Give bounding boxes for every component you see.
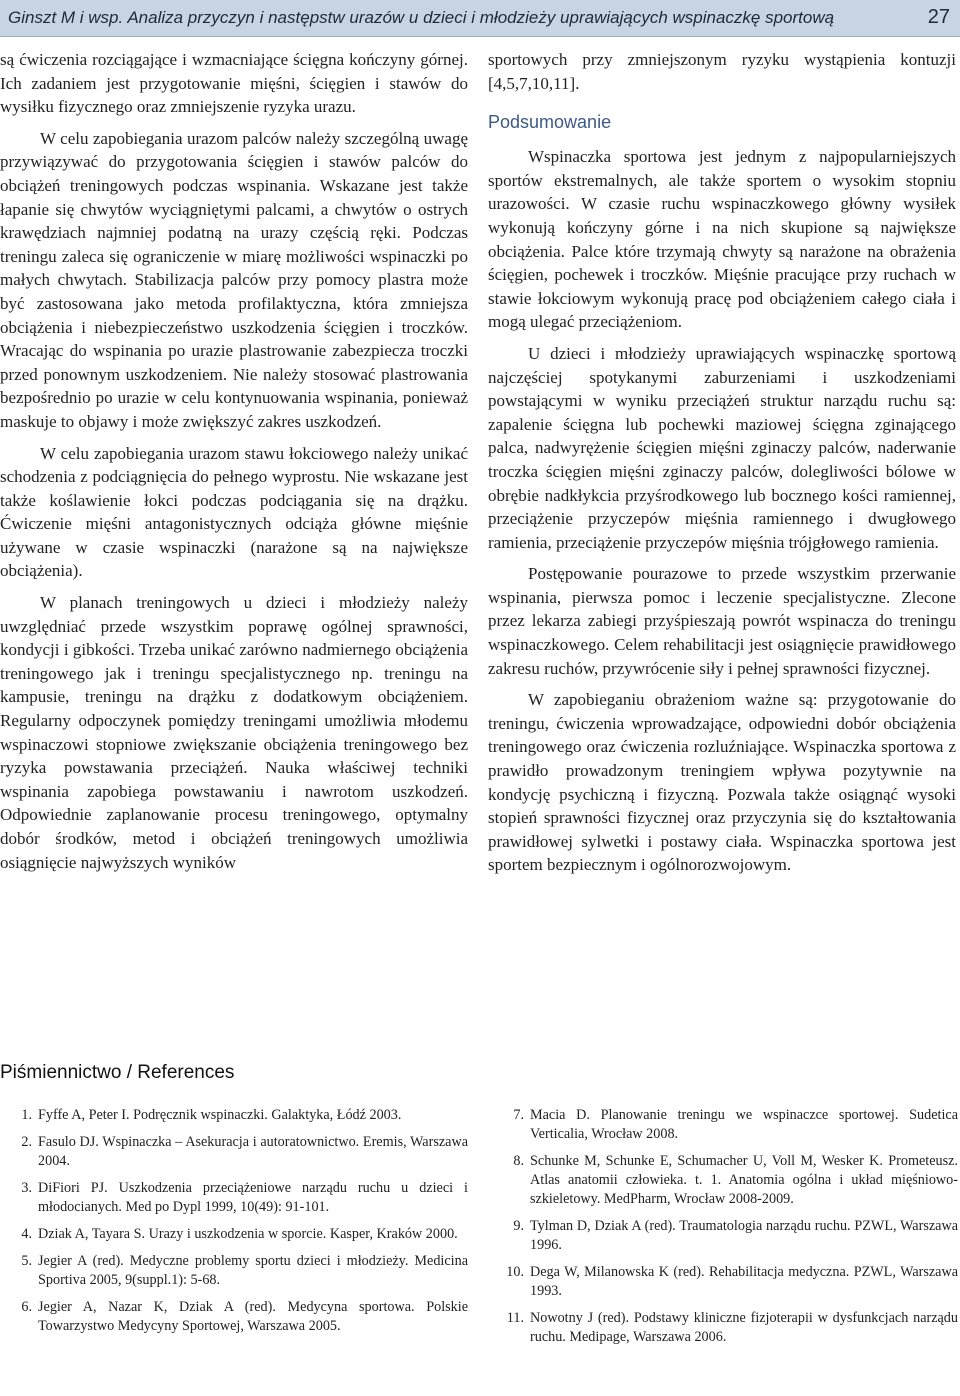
reference-text: Tylman D, Dziak A (red). Traumatologia narządu ruchu. PZWL, Warszawa 1996.	[530, 1218, 958, 1253]
reference-number: 1.	[21, 1107, 32, 1123]
page-number: 27	[927, 6, 950, 28]
reference-text: Nowotny J (red). Podstawy kliniczne fizjoterapii w dysfunkcjach narządu ruchu. Medipage, Warszawa 2006.	[530, 1310, 958, 1345]
reference-text: DiFiori PJ. Uszkodzenia przeciążeniowe narządu ruchu u dzieci i młodocianych. Med po Dypl 1999, 10(49): 91-101.	[38, 1180, 468, 1215]
reference-item	[492, 1263, 958, 1301]
paragraph: Wspinaczka sportowa jest jednym z najpopularniejszych sportów ekstremalnych, ale także sportem o wysokim stopniu urazowości. W czasie ruchu wspinaczkowego główny wysiłek wykonują kończyny górne i na nich skupione są największe obciążenia. Palce które trzymają chwyty są narażone na obrażenia ścięgien, pochewek i troczków. Mięśnie pracujące przy ruchach w stawie łokciowym wykonują pracę pod obciążeniem całego ciała i mogą ulegać przeciążeniom.	[488, 147, 956, 332]
reference-text: Macia D. Planowanie treningu we wspinaczce sportowej. Sudetica Verticalia, Wrocław 2008.	[530, 1107, 958, 1142]
reference-number: 8.	[513, 1153, 524, 1169]
reference-text: Jegier A, Nazar K, Dziak A (red). Medycyna sportowa. Polskie Towarzystwo Medycyny Sportowej, Warszawa 2005.	[38, 1299, 468, 1334]
paragraph: Postępowanie pourazowe to przede wszystkim przerwanie wspinania, pierwsza pomoc i leczenie specjalistyczne. Zlecone przez lekarza zabiegi przyśpieszają powrót wspinacza do treningu wspinaczkowego. Celem rehabilitacji jest osiągnięcie prawidłowego zakresu ruchów, przywrócenie siły i pełnej sprawności fizycznej.	[488, 564, 956, 678]
reference-number: 5.	[21, 1253, 32, 1269]
paragraph: U dzieci i młodzieży uprawiających wspinaczkę sportową najczęściej spotykanymi zaburzeniami i uszkodzeniami powstającymi w wyniku przeciążeń struktur narządu ruchu są: zapalenie ścięgna lub pochewki maziowej ścięgna zginającego palca, nadwyrężenie ścięgien mięśni zginaczy palców, naderwanie troczka ścięgien mięśni zginaczy palców, dolegliwości bólowe w obrębie nadkłykcia przyśrodkowego lub bocznego kości ramiennej, przeciążenie przyczepów mięśnia ramiennego i dwugłowego ramienia, przeciążenie przyczepów mięśnia trójgłowego ramienia.	[488, 343, 956, 552]
references-list-right	[492, 1106, 958, 1355]
right-column	[488, 48, 956, 885]
left-column	[0, 48, 468, 882]
paragraph: W celu zapobiegania urazom palców należy szczególną uwagę przywiązywać do przygotowania ścięgien i stawów palców do obciążeń treningowych podczas wspinania. Wskazane jest także łapanie się chwytów wyciągniętymi palcami, a chwytów o ostrych krawędziach najmniej podatną na urazy częścią ręki. Podczas treningu zaleca się ograniczenie w miarę możliwości wspinaczki po małych chwytach. Stabilizacja palców przy pomocy plastra może być zastosowana jako metoda profilaktyczna, która zmniejsza obciążenia i niebezpieczeństwo uszkodzenia ścięgien i troczków. Wracając do wspinania po urazie plastrowanie zabezpiecza troczki przed ponownym uszkodzeniem. Nie należy stosować plastrowania bezpośrednio po urazie w celu kontynuowania wspinania, ponieważ maskuje to objawy i może zwiększyć zakres uszkodzeń.	[0, 128, 468, 431]
reference-item	[492, 1309, 958, 1347]
reference-text: Fasulo DJ. Wspinaczka – Asekuracja i autoratownictwo. Eremis, Warszawa 2004.	[38, 1134, 468, 1169]
running-header	[0, 0, 960, 37]
reference-number: 3.	[21, 1180, 32, 1196]
reference-number: 6.	[21, 1299, 32, 1315]
paragraph-continuation: sportowych przy zmniejszonym ryzyku wystąpienia kontuzji [4,5,7,10,11].	[488, 50, 956, 93]
reference-item	[492, 1152, 958, 1209]
reference-number: 10.	[506, 1264, 524, 1280]
reference-text: Jegier A (red). Medyczne problemy sportu dzieci i młodzieży. Medicina Sportiva 2005, 9(suppl.1): 5-68.	[38, 1253, 468, 1288]
reference-text: Dega W, Milanowska K (red). Rehabilitacja medyczna. PZWL, Warszawa 1993.	[530, 1264, 958, 1299]
reference-number: 11.	[506, 1310, 524, 1326]
paragraph: W planach treningowych u dzieci i młodzieży należy uwzględniać przede wszystkim poprawę ogólnej sprawności, kondycji i gibkości. Trzeba unikać zarówno nadmiernego obciążenia treningowego jak i treningu specjalistycznego np. treningu na kampusie, treningu na drążku z dodatkowym obciążeniem. Regularny odpoczynek pomiędzy treningami umożliwia młodemu wspinaczowi stopniowe zwiększanie obciążenia treningowego bez ryzyka powstawania przeciążeń. Nauka właściwej techniki wspinania zapobiega powstawaniu i nawrotom uszkodzeń. Odpowiednie zaplanowanie procesu treningowego, optymalny dobór środków, metod i obciążeń treningowych umożliwia osiągnięcie najwyższych wyników	[0, 593, 468, 872]
references-list-left	[0, 1106, 468, 1344]
reference-item	[0, 1106, 468, 1125]
reference-item	[492, 1217, 958, 1255]
reference-text: Fyffe A, Peter I. Podręcznik wspinaczki. Galaktyka, Łódź 2003.	[38, 1107, 402, 1123]
reference-number: 2.	[21, 1134, 32, 1150]
reference-item	[0, 1179, 468, 1217]
reference-item	[0, 1225, 468, 1244]
reference-item	[0, 1298, 468, 1336]
paragraph: są ćwiczenia rozciągające i wzmacniające ścięgna kończyny górnej. Ich zadaniem jest przygotowanie mięśni, ścięgien i stawów do wysiłku fizycznego oraz zmniejszenie ryzyka urazu.	[0, 50, 468, 117]
reference-number: 7.	[513, 1107, 524, 1123]
paragraph: W zapobieganiu obrażeniom ważne są: przygotowanie do treningu, ćwiczenia wprowadzające, odpowiedni dobór obciążenia treningowego oraz ćwiczenia rozluźniające. Wspinaczka sportowa z prawidło prowadzonym treningiem wpływa pozytywnie na kondycję psychiczną i fizyczną. Pozwala także osiągnąć wysoki stopień sprawności fizycznej oraz przyczynia się do kształtowania prawidłowej sylwetki i postawy ciała. Wspinaczka sportowa jest sportem bezpiecznym i ogólnorozwojowym.	[488, 690, 956, 875]
reference-number: 4.	[21, 1226, 32, 1242]
references-heading: Piśmiennictwo / References	[0, 1062, 235, 1083]
reference-text: Dziak A, Tayara S. Urazy i uszkodzenia w sporcie. Kasper, Kraków 2000.	[38, 1226, 458, 1242]
reference-item	[492, 1106, 958, 1144]
reference-text: Schunke M, Schunke E, Schumacher U, Voll M, Wesker K. Prometeusz. Atlas anatomii człowieka. t. 1. Anatomia ogólna i układ mięśniowo-szkieletowy. MedPharm, Wrocław 2008-2009.	[530, 1153, 958, 1207]
reference-item	[0, 1252, 468, 1290]
header-title: Ginszt M i wsp. Analiza przyczyn i następstw urazów u dzieci i młodzieży uprawiających wspinaczkę sportową	[8, 8, 835, 27]
section-heading-summary: Podsumowanie	[488, 112, 612, 133]
reference-item	[0, 1133, 468, 1171]
paragraph: W celu zapobiegania urazom stawu łokciowego należy unikać schodzenia z podciągnięcia do pełnego wyprostu. Nie wskazane jest także koślawienie łokci podczas podciągania się na drążku. Ćwiczenie mięśni antagonistycznych odciąża główne mięśnie używane w czasie wspinaczki (narażone są na największe obciążenia).	[0, 443, 468, 581]
reference-number: 9.	[513, 1218, 524, 1234]
